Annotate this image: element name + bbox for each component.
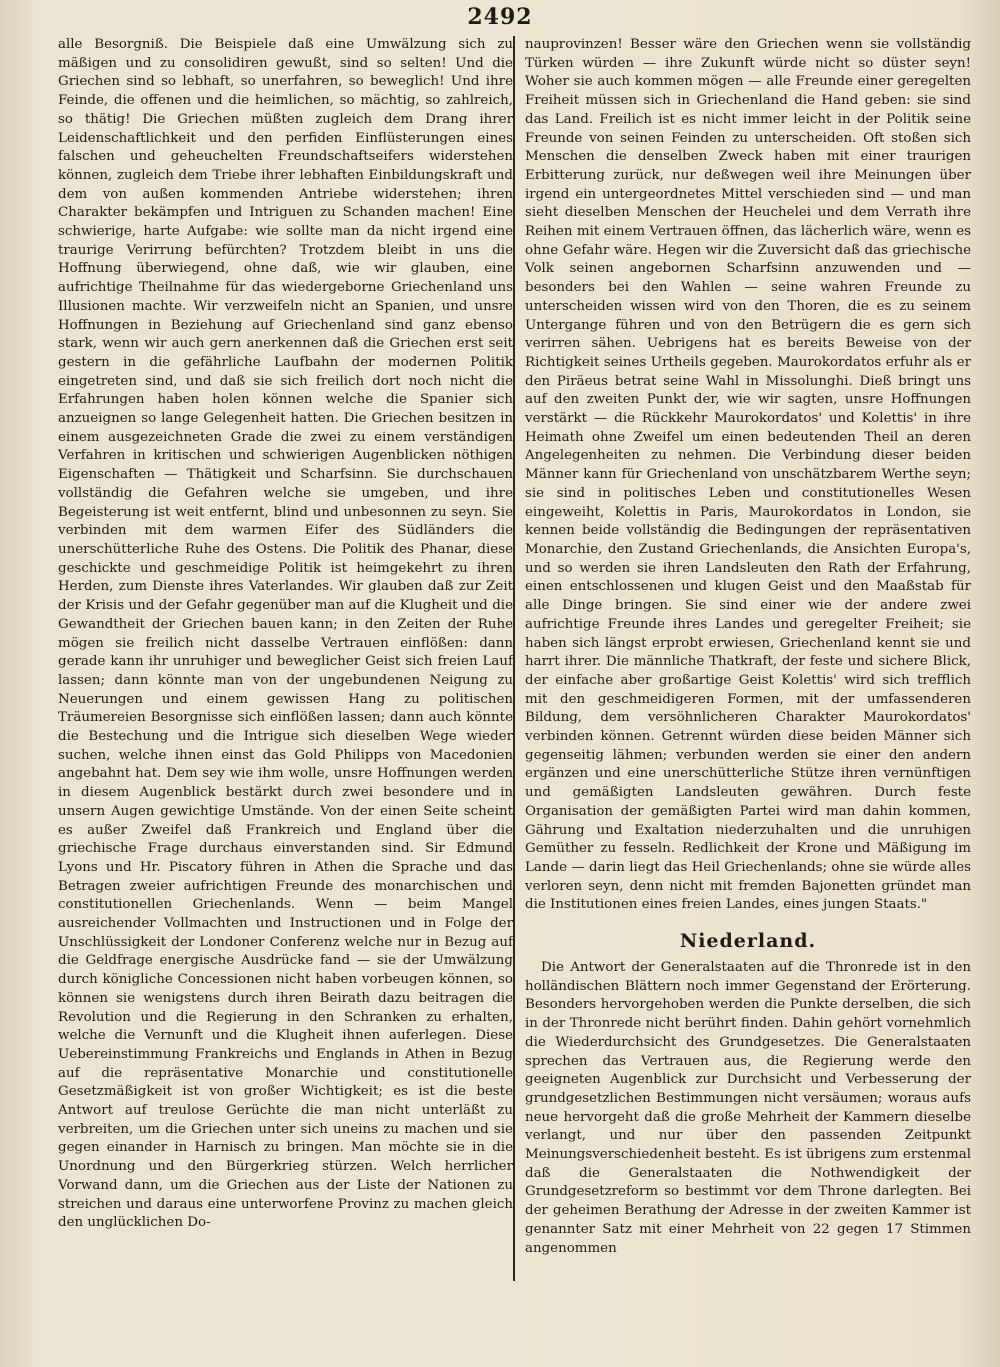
column-divider — [513, 36, 515, 1281]
left-column — [58, 36, 513, 1233]
right-column — [525, 36, 971, 1258]
page-number: 2492 — [467, 4, 533, 30]
left-column-text: alle Besorgniß. Die Beispiele daß eine Umwälzung sich zu mäßigen und zu consolidiren gewußt, sind so selten! Und die Griechen sind so lebhaft, so unerfahren, so beweglich! Und ihre Feinde, die offenen und die heimlichen, so mächtig, so zahlreich, so thätig! Die Griechen müßten zugleich dem Drang ihrer Leidenschaftlichkeit und den perfiden Einflüsterungen eines falschen und geheuchelten Freundschaftseifers widerstehen können, zugleich dem Triebe ihrer lebhaften Einbildungskraft und dem von außen kommenden Antriebe widerstehen; ihren Charakter bekämpfen und Intriguen zu Schanden machen! Eine schwierige, harte Aufgabe: wie sollte man da nicht irgend eine traurige Verirrung befürchten? Trotzdem bleibt in uns die Hoffnung überwiegend, ohne daß, wie wir glauben, eine aufrichtige Theilnahme für das wiedergeborne Griechenland uns Illusionen machte. Wir verzweifeln nicht an Spanien, und unsre Hoffnungen in Beziehung auf Griechenland sind ganz ebenso stark, wenn wir auch gern anerkennen daß die Griechen erst seit gestern in die gefährliche Laufbahn der modernen Politik eingetreten sind, und daß sie sich freilich dort noch nicht die Erfahrungen haben holen können welche die Spanier sich anzueignen so lange Gelegenheit hatten. Die Griechen besitzen in einem ausgezeichneten Grade die zwei zu einem verständigen Verfahren in kritischen und schwierigen Augenblicken nöthigen Eigenschaften — Thätigkeit und Scharfsinn. Sie durchschauen vollständig die Gefahren welche sie umgeben, und ihre Begeisterung ist weit entfernt, blind und unbesonnen zu seyn. Sie verbinden mit dem warmen Eifer des Südländers die unerschütterliche Ruhe des Ostens. Die Politik des Phanar, diese geschickte und geschmeidige Politik ist heimgekehrt zu ihren Herden, zum Dienste ihres Vaterlandes. Wir glauben daß zur Zeit der Krisis und der Gefahr gegenüber man auf die Klugheit und die Gewandtheit der Griechen bauen kann; in den Zeiten der Ruhe mögen sie freilich nicht dasselbe Vertrauen einflößen: dann gerade kann ihr unruhiger und beweglicher Geist sich freien Lauf lassen; dann könnte man von der ungebundenen Neigung zu Neuerungen und einem gewissen Hang zu politischen Träumereien Besorgnisse sich einflößen lassen; dann auch könnte die Bestechung und die Intrigue sich dieselben Wege wieder suchen, welche ihnen einst das Gold Philipps von Macedonien angebahnt hat. Dem sey wie ihm wolle, unsre Hoffnungen werden in diesem Augenblick bestärkt durch zwei besondere und in unsern Augen gewichtige Umstände. Von der einen Seite scheint es außer Zweifel daß Frankreich und England über die griechische Frage durchaus einverstanden sind. Sir Edmund Lyons und Hr. Piscatory führen in Athen die Sprache und das Betragen zweier aufrichtigen Freunde des monarchischen und constitutionellen Griechenlands. Wenn — beim Mangel ausreichender Vollmachten und Instructionen und in Folge der Unschlüssigkeit der Londoner Conferenz welche nur in Bezug auf die Geldfrage energische Ausdrücke fand — sie der Umwälzung durch königliche Concessionen nicht haben vorbeugen können, so können sie wenigstens durch ihren Beirath dazu beitragen die Revolution und die Regierung in den Schranken zu erhalten, welche die Vernunft und die Klugheit ihnen auferlegen. Diese Uebereinstimmung Frankreichs und Englands in Athen in Bezug auf die repräsentative Monarchie und constitutionelle Gesetzmäßigkeit ist von großer Wichtigkeit; es ist die beste Antwort auf treulose Gerüchte die man nicht unterläßt zu verbreiten, um die Griechen unter sich uneins zu machen und sie gegen einander in Harnisch zu bringen. Man möchte sie in die Unordnung und den Bürgerkrieg stürzen. Welch herrlicher Vorwand dann, um die Griechen aus der Liste der Nationen zu streichen und daraus eine unterworfene Provinz zu machen gleich den unglücklichen Do- — [58, 37, 513, 1231]
right-column-text-top: nauprovinzen! Besser wäre den Griechen wenn sie vollständig Türken würden — ihre Zukunft würde nicht so düster seyn! Woher sie auch kommen mögen — alle Freunde einer geregelten Freiheit müssen sich in Griechenland die Hand geben: sie sind das Land. Freilich ist es nicht immer leicht in der Politik seine Freunde von seinen Feinden zu unterscheiden. Oft stoßen sich Menschen die denselben Zweck haben mit einer traurigen Erbitterung zurück, nur deßwegen weil ihre Meinungen über irgend ein untergeordnetes Mittel verschieden sind — und man sieht dieselben Menschen der Heuchelei und dem Verrath ihre Reihen mit einem Vertrauen öffnen, das lächerlich wäre, wenn es ohne Gefahr wäre. Hegen wir die Zuversicht daß das griechische Volk seinen angebornen Scharfsinn anzuwenden und — besonders bei den Wahlen — seine wahren Freunde zu unterscheiden wissen wird von den Thoren, die es zu seinem Untergange führen und von den Betrügern die es gern sich verirren sähen. Uebrigens hat es bereits Beweise von der Richtigkeit seines Urtheils gegeben. Maurokordatos erfuhr als er den Piräeus betrat seine Wahl in Missolunghi. Dieß bringt uns auf den zweiten Punkt der, wie wir sagten, unsre Hoffnungen verstärkt — die Rückkehr Maurokordatos' und Kolettis' in ihre Heimath ohne Zweifel um einen bedeutenden Theil an deren Angelegenheiten zu nehmen. Die Verbindung dieser beiden Männer kann für Griechenland von unschätzbarem Werthe seyn; sie sind in politisches Leben und constitutionelles Wesen eingeweiht, Kolettis in Paris, Maurokordatos in London, sie kennen beide vollständig die Bedingungen der repräsentativen Monarchie, den Zustand Griechenlands, die Ansichten Europa's, und so werden sie ihren Landsleuten den Rath der Erfahrung, einen entschlossenen und klugen Geist und den Maaßstab für alle Dinge bringen. Sie sind einer wie der andere zwei aufrichtige Freunde ihres Landes und geregelter Freiheit; sie haben sich längst erprobt erwiesen, Griechenland kennt sie und harrt ihrer. Die männliche Thatkraft, der feste und sichere Blick, der einfache aber großartige Geist Kolettis' wird sich trefflich mit den geschmeidigeren Formen, mit der umfassenderen Bildung, dem versöhnlicheren Charakter Maurokordatos' verbinden können. Getrennt würden diese beiden Männer sich gegenseitig lähmen; verbunden werden sie einer den andern ergänzen und eine unerschütterliche Stütze ihren vernünftigen und gemäßigten Landsleuten gewähren. Durch feste Organisation der gemäßigten Partei wird man dahin kommen, Gährung und Exaltation niederzuhalten und die unruhigen Gemüther zu fesseln. Redlichkeit der Krone und Mäßigung im Lande — darin liegt das Heil Griechenlands; ohne sie würde alles verloren seyn, denn nicht mit fremden Bajonetten gründet man die Institutionen eines freien Landes, eines jungen Staats." — [525, 37, 971, 913]
section-heading: Niederland. — [679, 930, 817, 953]
right-column-text-bottom: Die Antwort der Generalstaaten auf die Thronrede ist in den holländischen Blättern noch immer Gegenstand der Erörterung. Besonders hervorgehoben werden die Punkte derselben, die sich in der Thronrede nicht berührt finden. Dahin gehört vornehmlich die Wiederdurchsicht des Grundgesetzes. Die Generalstaaten sprechen das Vertrauen aus, die Regierung werde den geeigneten Augenblick zur Durchsicht und Verbesserung der grundgesetzlichen Bestimmungen nicht versäumen; woraus aufs neue hervorgeht daß die große Mehrheit der Kammern dieselbe verlangt, und nur über den passenden Zeitpunkt Meinungsverschiedenheit besteht. Es ist übrigens zum erstenmal daß die Generalstaaten die Nothwendigkeit der Grundgesetzreform so bestimmt vor dem Throne darlegten. Bei der geheimen Berathung der Adresse in der zweiten Kammer ist genannter Satz mit einer Mehrheit von 22 gegen 17 Stimmen angenommen — [525, 960, 971, 1256]
